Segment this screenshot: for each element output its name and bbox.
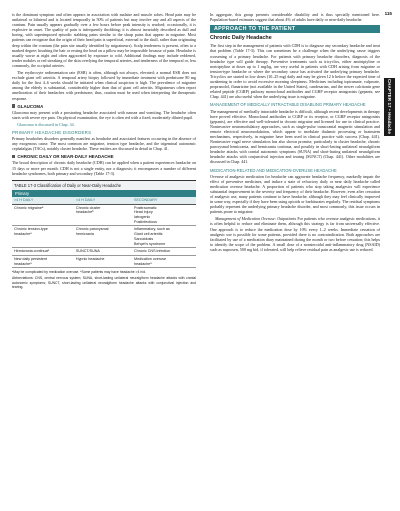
approach-banner: APPROACH TO THE PATIENT — [210, 25, 380, 33]
table-header: >4 H DAILY — [12, 197, 74, 204]
table-cell — [12, 204, 74, 226]
section-heading-primary: PRIMARY HEADACHE DISORDERS — [12, 129, 92, 135]
table-footnote: ᵃMay be complicated by medication overuse. ᵇSome patients may have headache >4 h/d. — [12, 270, 147, 275]
paragraph: Management of Medication Overuse: Outpatients For patients who overuse analgesic medications, it is often helpful to reduce and eliminate them, although this strategy is far from universally effective. One approach is to reduce the medication dose by 10% every 1–2 weeks. Immediate cessation of analgesic use is possible for some patients, provided there is no contraindication. Both approaches are facilitated by use of a medication diary maintained during the month or two before cessation; this helps to identify the scope of the problem. A small dose of a nonsteroidal anti-inflammatory drug (NSAID) such as naproxen, 500 mg bid, if tolerated, will help relieve residual pain as analgesic use is reduced. — [210, 216, 380, 252]
table-cell — [74, 226, 132, 248]
table-cell-line: Head injury — [134, 210, 153, 215]
page-number: 115 — [384, 11, 392, 16]
table-row — [12, 226, 196, 248]
section-heading-cdh: CHRONIC DAILY OR NEAR-DAILY HEADACHE — [12, 154, 196, 159]
table-cell-line: headacheᵃ — [14, 261, 32, 266]
table-cell — [74, 204, 132, 226]
table-footnote: Abbreviations: CNS, central nervous system; SUNA, short-lasting unilateral neuralgiform headache attacks with cranial autonomic symptoms; SUNCT, short-lasting unilateral neuralgiform headache attacks with conjunctival injection and tearing. — [12, 276, 196, 289]
right-column — [210, 12, 380, 254]
table-cell-line: Postinfectious — [134, 219, 157, 224]
table-cell — [12, 226, 74, 248]
table-band: Primary — [12, 190, 196, 197]
paragraph: In aggregate, this group presents considerable disability and is thus specially mentioned here. Population-based estimates suggest that about 4% of adults have daily or near-daily headache. — [210, 12, 380, 23]
square-bullet-icon — [12, 104, 15, 107]
table-cell-line: Hypnic headache — [75, 256, 105, 261]
table-cell-line: Giant cell arteritis — [134, 232, 163, 237]
table-row — [12, 248, 196, 256]
table-cell-line: Medication overuse — [134, 256, 166, 261]
table-cell — [12, 255, 74, 267]
paragraph: The broad description of chronic daily headache (CDH) can be applied when a patient experiences headache on 15 days or more per month. CDH is not a single entity, nor a diagnosis; it encompasses a number of different headache syndromes, both primary and secondary (Table 17-3). — [12, 160, 196, 176]
classification-table — [12, 180, 196, 289]
subheading-management: MANAGEMENT OF MEDICALLY INTRACTABLE DISABLING PRIMARY HEADACHE — [210, 102, 366, 108]
table-cell-line: Posttraumatic — [134, 205, 157, 210]
left-column — [12, 12, 196, 289]
paragraph: The erythrocyte sedimentation rate (ESR) is often, although not always, elevated; a normal ESR does not exclude giant cell arteritis. A temporal artery biopsy followed by immediate treatment with prednisone 80 mg daily for the first 4–6 weeks should be initiated when clinical suspicion is high. The prevalence of migraine among the elderly is substantial, considerably higher than that of giant cell arteritis. Migraineurs often report amelioration of their headaches with prednisone, thus, caution must be used when interpreting the therapeutic response. — [12, 70, 196, 101]
cross-reference[interactable]: Glaucoma is discussed in Chap. 34. — [17, 121, 75, 127]
paragraph: Glaucoma may present with a prostrating headache associated with nausea and vomiting. The headache often starts with severe eye pain. On physical examination, the eye is often red with a fixed, moderately dilated pupil. — [12, 109, 196, 120]
paragraph: Overuse of analgesic medication for headache can aggravate headache frequency, markedly impair the effect of preventive medicines, and induce a state of refractory daily or near daily headache called medication overuse headache. A proportion of patients who stop taking analgesics will experience substantial improvement in the severity and frequency of their headache. However, even after cessation of analgesic use, many patients continue to have headache, although they may feel clinically improved in some way, especially if they have been using opioids or barbiturates regularly. The residual symptoms probably represent the underlying primary headache disorder, and most commonly, this issue occurs in patients prone to migraine. — [210, 173, 380, 215]
table-cell-line: headacheᵃ — [14, 232, 32, 237]
table-cell-line: hemicrania — [75, 232, 94, 237]
paragraph: The first step in the management of patients with CDH is to diagnose any secondary headache and treat that problem (Table 17-3). This can sometimes be a challenge when the underlying cause triggers worsening of a primary headache. For patients with primary headache disorders, diagnosis of the headache type will guide therapy. Preventive treatments such as tricyclics, either amitriptyline or nortriptyline at doses up to 1 mg/kg, are very useful in patients with CDH arising from migraine or tension-type headache or where the secondary cause has activated the underlying primary headache. Tricyclics are started in low doses (10–25 mg) daily and may be given 12 h before the expected time of awakening in order to avoid excessive morning sleepiness. Medicines including topiramate, valproate, propranolol, flunarizine (not available in the United States), candesartan, and the newer calcitonin gene related peptide (CGRP) pathway monoclonal antibodies and CGRP receptor antagonists (gepants; see Chap. 441) are also useful when the underlying issue is migraine. — [210, 43, 380, 100]
table-cell — [12, 248, 74, 256]
table-cell-line: Chronic tension-type — [14, 227, 48, 232]
table-cell — [132, 248, 196, 256]
table-cell-line: Inflammatory, such as — [134, 227, 170, 232]
table-cell — [132, 204, 196, 226]
table-cell-line: SUNCT/SUNA — [75, 249, 100, 254]
subheading-moh: MEDICATION-RELATED AND MEDICATION-OVERUSE HEADACHE — [210, 167, 337, 173]
section-heading-glaucoma: GLAUCOMA — [12, 104, 196, 109]
section-title: Chronic Daily Headache — [210, 35, 272, 42]
square-bullet-icon — [12, 155, 15, 158]
table-header: SECONDARY — [132, 197, 196, 204]
paragraph: is the dominant symptom and often appears in association with malaise and muscle aches. Head pain may be unilateral or bilateral and is located temporally in 50% of patients but may involve any and all aspects of the cranium. Pain usually appears gradually over a few hours before peak intensity is reached; occasionally, it is explosive in onset. The quality of pain is infrequently throbbing; it is almost invariably described as dull and boring, with superimposed episodic stabbing pains similar to the sharp pains that appear in migraine. Most patients can recognize that the origin of their head pain is superficial, external to the skull, rather than originating deep within the cranium (the pain site usually identified by migraineurs). Scalp tenderness is present, often to a marked degree; brushing the hair or resting the head on a pillow may be impossible because of pain. Headache is usually worse at night and often aggravated by exposure to cold. Additional findings may include reddened, tender nodules or red streaking of the skin overlying the temporal arteries, and tenderness of the temporal or, less commonly, the occipital arteries. — [12, 12, 196, 68]
table-cell-line: Behçet's syndrome — [134, 241, 166, 246]
table-cell — [132, 226, 196, 248]
table-cell-line: headacheᵇ — [75, 210, 94, 215]
paragraph: The management of medically intractable headache is difficult, although recent developments in therapy have proved effective. Monoclonal antibodies to CGRP or its receptor, or CGRP receptor antagonists (gepants), are effective and well-tolerated in chronic migraine and licensed for use in clinical practice. Noninvasive neuromodulatory approaches, such as single-pulse transcranial magnetic stimulation and remote electrical neuromodulation, which appear to modulate thalamic processing or brainstem mechanisms, respectively, in migraine have been used in clinical practice with success (Chap. 441). Noninvasive vagal nerve stimulation has also shown promise, particularly in cluster headache, chronic paroxysmal hemicrania, and hemicrania continua, and possibly in short-lasting unilateral neuralgiform headache attacks with cranial autonomic symptoms (SUNA) and short-lasting unilateral neuralgiform headache attacks with conjunctival injection and tearing (SUNCT) (Chap. 441). Other modalities are discussed in Chap. 441. — [210, 108, 380, 165]
table-cell-line: Chronic CNS infection — [134, 249, 171, 254]
table-cell-line: headacheᵃ — [134, 261, 152, 266]
table-cell — [132, 255, 196, 267]
table-cell — [74, 248, 132, 256]
table-cell-line: Chronic paroxysmal — [75, 227, 109, 232]
chapter-side-tab: CHAPTER 17 • Headache — [384, 78, 395, 136]
table-header: <4 H DAILY — [74, 197, 132, 204]
table-title: TABLE 17-3 Classification of Daily or Near-Daily Headache — [12, 181, 196, 190]
table-cell-line: Chronic cluster — [75, 205, 101, 210]
table-cell — [74, 255, 132, 267]
table-cell-line: New daily persistent — [14, 256, 47, 261]
table-row — [12, 255, 196, 267]
table-cell-line: Chronic migraineᵃ — [14, 205, 44, 210]
paragraph: Primary headaches disorders generally manifest as headache and associated features occurring in the absence of any exogenous cause. The most common are migraine, tension type headache, and the trigeminal autonomic cephalalgias (TACs), notably cluster headache. These entities are discussed in detail in Chap. 41. — [12, 136, 196, 152]
table-cell-line: Iatrogenic — [134, 215, 151, 220]
table-cell-line: Sarcoidosis — [134, 236, 154, 241]
table-cell-line: Hemicrania continuaᵃ — [14, 249, 49, 254]
table-row — [12, 204, 196, 226]
